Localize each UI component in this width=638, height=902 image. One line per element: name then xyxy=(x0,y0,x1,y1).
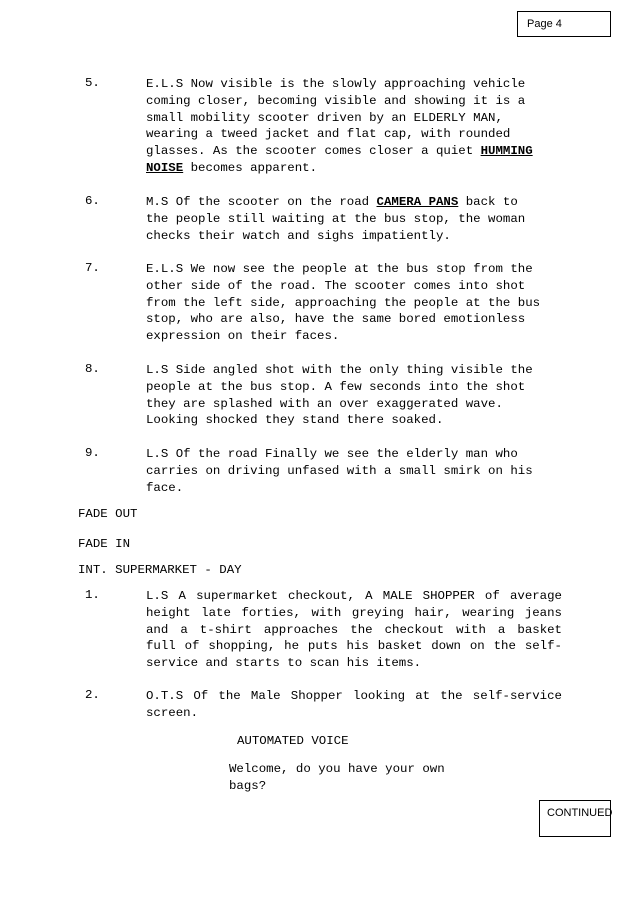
description-text: people at the bus stop. A few seconds into the shot xyxy=(146,379,526,394)
description-text: coming closer, becoming visible and showing it is a xyxy=(146,93,526,108)
description-line xyxy=(146,110,562,127)
shot-number: 8. xyxy=(85,362,100,376)
continued-box xyxy=(539,800,611,837)
scene-heading: INT. SUPERMARKET - DAY xyxy=(78,563,242,577)
description-line xyxy=(146,362,562,379)
shot-description xyxy=(146,194,562,244)
dialogue-text: Welcome, do you have your own bags? xyxy=(229,762,445,793)
character-name: AUTOMATED VOICE xyxy=(237,734,349,748)
description-text: they are splashed with an over exaggerated wave. xyxy=(146,396,503,411)
shot-description: O.T.S Of the Male Shopper looking at the self-service screen. xyxy=(146,689,562,720)
description-line xyxy=(146,211,562,228)
description-line xyxy=(146,412,562,429)
description-line xyxy=(146,126,562,143)
description-text: becomes apparent. xyxy=(183,160,318,175)
description-text: checks their watch and sighs impatiently. xyxy=(146,228,451,243)
description-line xyxy=(146,278,562,295)
description-line xyxy=(146,261,562,278)
description-line xyxy=(146,311,562,328)
description-text: Looking shocked they stand there soaked. xyxy=(146,413,444,428)
description-line xyxy=(146,295,562,312)
description-line xyxy=(146,194,562,211)
description-text: stop, who are also, have the same bored emotionless xyxy=(146,312,526,327)
description-text: carries on driving unfased with a small smirk on his xyxy=(146,463,533,478)
shot-description: L.S A supermarket checkout, A MALE SHOPPER of average height late forties, with greying hair, wearing jeans and a t-shirt approaches the checkout with a basket full of shopping, he puts his basket down on the self-service and starts to scan his items. xyxy=(146,589,562,671)
description-line xyxy=(146,160,562,177)
description-line xyxy=(146,379,562,396)
description-line xyxy=(146,93,562,110)
description-line xyxy=(146,76,562,93)
page-number-label: Page 4 xyxy=(527,18,562,30)
description-text: wearing a tweed jacket and flat cap, with rounded xyxy=(146,127,511,142)
description-text: the people still waiting at the bus stop, the woman xyxy=(146,211,526,226)
shot-description xyxy=(146,446,562,496)
shot-number: 1. xyxy=(85,588,100,602)
description-text: M.S Of the scooter on the road xyxy=(146,195,377,209)
description-line xyxy=(146,463,562,480)
description-text: from the left side, approaching the people at the bus xyxy=(146,295,541,310)
sound-cue-highlight: HUMMING xyxy=(480,144,533,159)
fade-in-transition: FADE IN xyxy=(78,537,131,551)
description-text: L.S Side angled shot with the only thing visible the xyxy=(146,363,533,377)
description-line xyxy=(146,480,562,497)
shot-description xyxy=(146,362,562,429)
description-text: glasses. As the scooter comes closer a quiet xyxy=(146,144,481,159)
shot-number: 9. xyxy=(85,446,100,460)
fade-out-transition: FADE OUT xyxy=(78,507,138,521)
shot-description xyxy=(146,76,562,177)
description-line xyxy=(146,143,562,160)
page-number-box xyxy=(517,11,611,37)
description-text: expression on their faces. xyxy=(146,329,340,344)
description-text: L.S Of the road Finally we see the elderly man who xyxy=(146,447,518,461)
sound-cue-highlight: NOISE xyxy=(146,160,184,175)
shot-number: 6. xyxy=(85,194,100,208)
shot-description xyxy=(146,261,562,345)
shot-number: 7. xyxy=(85,261,100,275)
description-line xyxy=(146,328,562,345)
continued-label: CONTINUED xyxy=(547,807,613,819)
description-line xyxy=(146,228,562,245)
description-line xyxy=(146,446,562,463)
description-text: back to xyxy=(458,195,518,209)
description-text: small mobility scooter driven by an ELDERLY MAN, xyxy=(146,110,503,125)
description-text: face. xyxy=(146,480,184,495)
description-text: E.L.S We now see the people at the bus stop from the xyxy=(146,262,533,276)
sound-cue-highlight: CAMERA PANS xyxy=(376,195,459,209)
shot-number: 2. xyxy=(85,688,100,702)
description-line xyxy=(146,396,562,413)
description-text: E.L.S Now visible is the slowly approaching vehicle xyxy=(146,77,526,91)
shot-number: 5. xyxy=(85,76,100,90)
description-text: other side of the road. The scooter comes into shot xyxy=(146,278,526,293)
